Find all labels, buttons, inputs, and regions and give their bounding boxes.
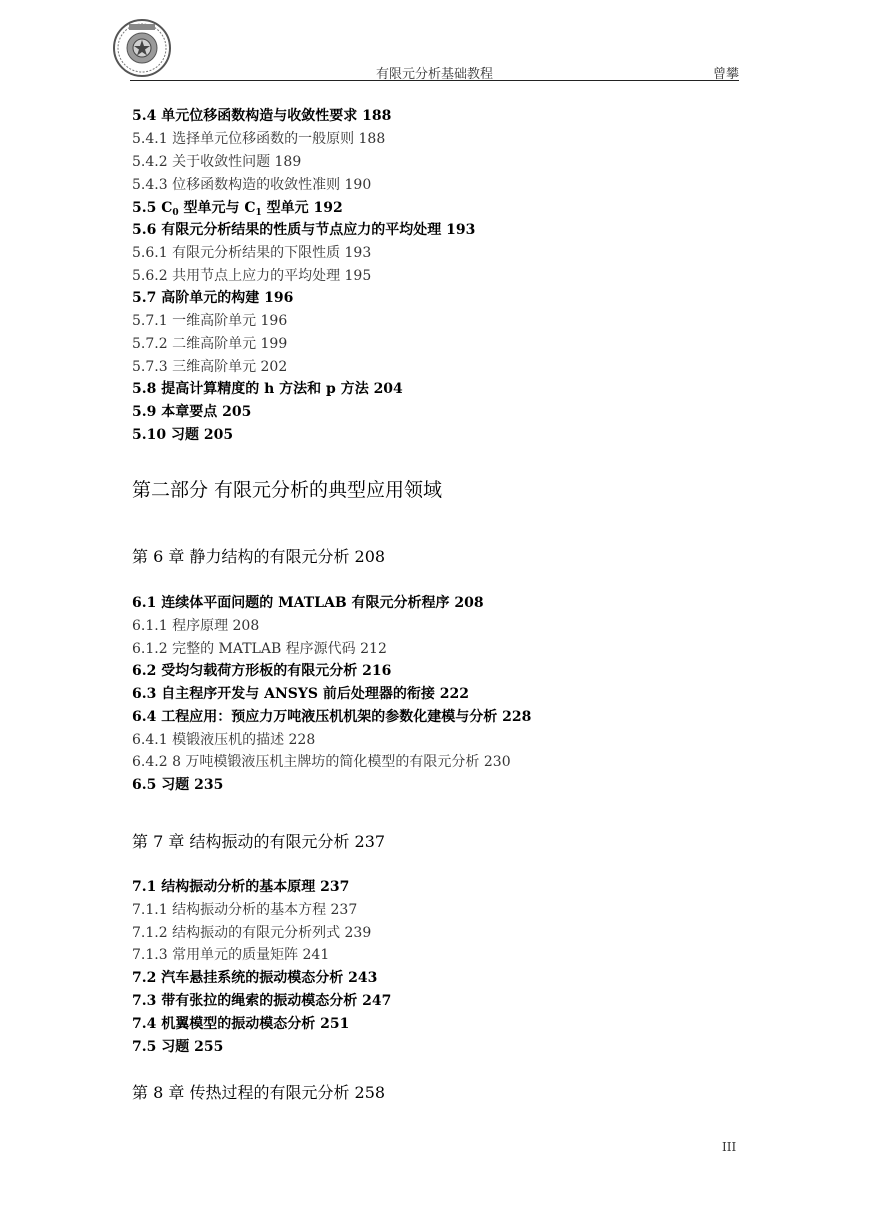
toc-section-6-2: 6.2 受均匀载荷方形板的有限元分析 216 bbox=[132, 663, 392, 679]
toc-section-7-1: 7.1 结构振动分析的基本原理 237 bbox=[132, 879, 350, 895]
page-header bbox=[130, 60, 739, 81]
toc-chapter-6: 第 6 章 静力结构的有限元分析 208 bbox=[132, 547, 386, 566]
toc-subsection-5-7-2: 5.7.2 二维高阶单元 199 bbox=[132, 336, 288, 352]
toc-section-7-3: 7.3 带有张拉的绳索的振动模态分析 247 bbox=[132, 993, 392, 1009]
toc-5-5-text-c: 型单元 192 bbox=[261, 200, 343, 216]
toc-subsection-5-4-1: 5.4.1 选择单元位移函数的一般原则 188 bbox=[132, 131, 386, 147]
toc-subsection-5-4-3: 5.4.3 位移函数构造的收敛性准则 190 bbox=[132, 177, 372, 193]
toc-subsection-7-1-3: 7.1.3 常用单元的质量矩阵 241 bbox=[132, 947, 330, 963]
toc-subsection-6-1-1: 6.1.1 程序原理 208 bbox=[132, 618, 260, 634]
toc-section-6-4: 6.4 工程应用：预应力万吨液压机机架的参数化建模与分析 228 bbox=[132, 709, 532, 725]
toc-section-7-5: 7.5 习题 255 bbox=[132, 1039, 224, 1055]
toc-section-6-1: 6.1 连续体平面问题的 MATLAB 有限元分析程序 208 bbox=[132, 595, 484, 611]
toc-subsection-5-6-2: 5.6.2 共用节点上应力的平均处理 195 bbox=[132, 268, 372, 284]
toc-subsection-7-1-1: 7.1.1 结构振动分析的基本方程 237 bbox=[132, 902, 358, 918]
toc-section-7-4: 7.4 机翼模型的振动模态分析 251 bbox=[132, 1016, 350, 1032]
toc-section-7-2: 7.2 汽车悬挂系统的振动模态分析 243 bbox=[132, 970, 378, 986]
toc-section-5-7: 5.7 高阶单元的构建 196 bbox=[132, 290, 294, 306]
toc-subsection-5-4-2: 5.4.2 关于收敛性问题 189 bbox=[132, 154, 302, 170]
toc-section-5-10: 5.10 习题 205 bbox=[132, 427, 234, 443]
toc-section-5-8: 5.8 提高计算精度的 h 方法和 p 方法 204 bbox=[132, 381, 403, 397]
toc-section-5-6: 5.6 有限元分析结果的性质与节点应力的平均处理 193 bbox=[132, 222, 476, 238]
page-number: III bbox=[722, 1140, 737, 1154]
toc-section-5-5 bbox=[132, 199, 343, 222]
toc-chapter-7: 第 7 章 结构振动的有限元分析 237 bbox=[132, 832, 386, 851]
toc-subsection-7-1-2: 7.1.2 结构振动的有限元分析列式 239 bbox=[132, 925, 372, 941]
toc-section-6-5: 6.5 习题 235 bbox=[132, 777, 224, 793]
header-book-title: 有限元分析基础教程 bbox=[376, 67, 494, 82]
toc-subsection-5-6-1: 5.6.1 有限元分析结果的下限性质 193 bbox=[132, 245, 372, 261]
toc-5-5-text-b: 型单元与 C bbox=[178, 200, 256, 216]
toc-section-6-3: 6.3 自主程序开发与 ANSYS 前后处理器的衔接 222 bbox=[132, 686, 469, 702]
toc-subsection-5-7-3: 5.7.3 三维高阶单元 202 bbox=[132, 359, 288, 375]
toc-subsection-6-4-2: 6.4.2 8 万吨模锻液压机主牌坊的简化模型的有限元分析 230 bbox=[132, 754, 511, 770]
toc-subsection-5-7-1: 5.7.1 一维高阶单元 196 bbox=[132, 313, 288, 329]
toc-5-5-subscript-0: 0 bbox=[172, 208, 179, 218]
toc-5-5-text-a: 5.5 C bbox=[132, 200, 173, 216]
toc-section-5-9: 5.9 本章要点 205 bbox=[132, 404, 252, 420]
toc-subsection-6-4-1: 6.4.1 模锻液压机的描述 228 bbox=[132, 732, 316, 748]
header-author: 曾攀 bbox=[712, 67, 739, 82]
toc-5-5-subscript-1: 1 bbox=[255, 208, 262, 218]
toc-part-2-heading: 第二部分 有限元分析的典型应用领域 bbox=[132, 479, 443, 501]
toc-section-5-4: 5.4 单元位移函数构造与收敛性要求 188 bbox=[132, 108, 392, 124]
toc-chapter-8: 第 8 章 传热过程的有限元分析 258 bbox=[132, 1083, 386, 1102]
toc-subsection-6-1-2: 6.1.2 完整的 MATLAB 程序源代码 212 bbox=[132, 641, 387, 657]
